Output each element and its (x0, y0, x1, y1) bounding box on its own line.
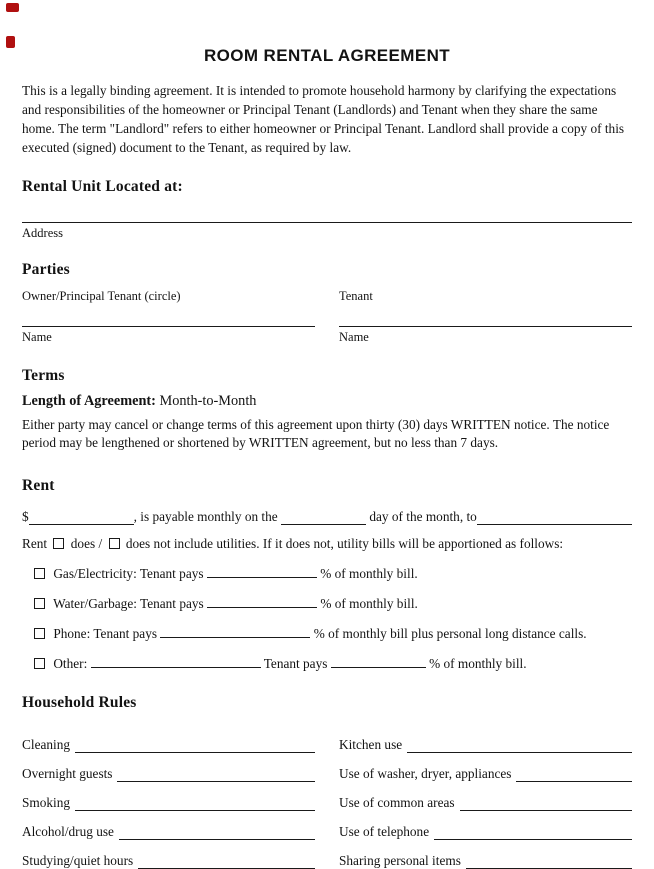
other-mid-text: Tenant pays (263, 656, 331, 672)
length-of-agreement-line (22, 393, 632, 410)
rule-label: Use of common areas (339, 795, 455, 811)
does-not-checkbox[interactable] (109, 538, 120, 549)
rule-label: Overnight guests (22, 766, 113, 782)
red-scan-artifact-top (6, 3, 19, 12)
phone-label: Phone: Tenant pays (53, 626, 161, 642)
red-scan-artifact-left (6, 36, 15, 48)
owner-label: Owner/Principal Tenant (circle) (22, 288, 181, 303)
other-description-blank (91, 654, 261, 668)
owner-signature-line (22, 326, 315, 327)
rent-amount-blank (29, 511, 134, 525)
terms-paragraph: Either party may cancel or change terms of this agreement upon thirty (30) days WRITTEN notice. The notice period may be lengthened or shortened by WRITTEN agreement, but no less than 7 days. (22, 416, 610, 451)
rent-heading: Rent (22, 477, 55, 495)
rule-blank (75, 739, 315, 753)
tenant-column (339, 289, 632, 345)
rule-row-cleaning (22, 737, 315, 753)
parties-grid (22, 289, 632, 345)
does-separator: / (98, 536, 103, 552)
does-checkbox[interactable] (53, 538, 64, 549)
rule-row-washer-dryer-appliances (339, 766, 632, 782)
rule-label: Use of telephone (339, 824, 430, 840)
rule-row-overnight-guests (22, 766, 315, 782)
utility-row-phone (34, 624, 632, 642)
address-blank-line (22, 222, 632, 223)
rule-row-common-areas (339, 795, 632, 811)
rule-label: Smoking (22, 795, 71, 811)
rule-blank (138, 855, 315, 869)
utilities-line (22, 536, 632, 552)
rule-row-sharing-personal-items (339, 853, 632, 869)
terms-heading: Terms (22, 366, 65, 384)
length-of-agreement-value: Month-to-Month (159, 392, 257, 409)
other-checkbox[interactable] (34, 658, 45, 669)
water-garbage-label: Water/Garbage: Tenant pays (53, 596, 208, 612)
rule-row-kitchen-use (339, 737, 632, 753)
rule-blank (407, 739, 632, 753)
household-rules-right-column (339, 724, 632, 869)
rule-row-alcohol-drug-use (22, 824, 315, 840)
utility-row-water-garbage (34, 594, 632, 612)
household-rules-grid (22, 724, 632, 869)
water-garbage-suffix: % of monthly bill. (320, 596, 418, 612)
phone-percent-blank (160, 624, 310, 638)
owner-name-label: Name (22, 329, 52, 344)
tenant-signature-line (339, 326, 632, 327)
gas-electricity-checkbox[interactable] (34, 568, 45, 579)
length-of-agreement-label: Length of Agreement: (22, 392, 156, 409)
rule-blank (119, 826, 315, 840)
gas-electricity-label: Gas/Electricity: Tenant pays (53, 566, 207, 582)
household-rules-left-column (22, 724, 315, 869)
phone-suffix: % of monthly bill plus personal long distance calls. (313, 626, 587, 642)
rent-prefix: Rent (22, 536, 48, 552)
tenant-label: Tenant (339, 288, 373, 303)
rule-row-smoking (22, 795, 315, 811)
rent-payee-blank (477, 511, 632, 525)
rule-label: Studying/quiet hours (22, 853, 134, 869)
does-not-text: does not include utilities. If it does not, utility bills will be apportioned as follows: (125, 536, 564, 552)
other-suffix: % of monthly bill. (429, 656, 527, 672)
gas-electricity-suffix: % of monthly bill. (320, 566, 418, 582)
rule-label: Kitchen use (339, 737, 403, 753)
rule-blank (117, 768, 315, 782)
phone-checkbox[interactable] (34, 628, 45, 639)
rule-blank (434, 826, 632, 840)
payable-text: , is payable monthly on the (133, 509, 282, 525)
gas-electricity-percent-blank (207, 564, 317, 578)
rule-row-studying-quiet-hours (22, 853, 315, 869)
tenant-name-label: Name (339, 329, 369, 344)
rule-label: Cleaning (22, 737, 71, 753)
currency-symbol: $ (22, 509, 29, 525)
rent-day-blank (281, 511, 366, 525)
other-label: Other: (53, 656, 91, 672)
rule-blank (466, 855, 632, 869)
does-label: does (70, 536, 96, 552)
intro-paragraph: This is a legally binding agreement. It is intended to promote household harmony by clarifying the expectations and responsibilities of the homeowner or Principal Tenant (Landlords) and Tenant when they share the same home. The term "Landlord" refers to either homeowner or Principal Tenant. Landlord shall provide a copy of this executed (signed) document to the Tenant, as required by law. (22, 83, 625, 155)
rule-label: Use of washer, dryer, appliances (339, 766, 512, 782)
document-title: ROOM RENTAL AGREEMENT (203, 46, 451, 65)
day-of-month-text: day of the month, to (366, 509, 477, 525)
owner-column (22, 289, 315, 345)
utility-row-other (34, 654, 632, 672)
rule-blank (516, 768, 632, 782)
utility-row-gas-electricity (34, 564, 632, 582)
rule-blank (460, 797, 632, 811)
household-rules-heading: Household Rules (22, 694, 137, 712)
rental-unit-heading: Rental Unit Located at: (22, 177, 183, 195)
rule-row-telephone (339, 824, 632, 840)
address-label: Address (22, 225, 63, 240)
rent-payable-line (22, 509, 632, 525)
water-garbage-percent-blank (207, 594, 317, 608)
water-garbage-checkbox[interactable] (34, 598, 45, 609)
rule-blank (75, 797, 315, 811)
rule-label: Sharing personal items (339, 853, 461, 869)
parties-heading: Parties (22, 260, 70, 278)
rule-label: Alcohol/drug use (22, 824, 114, 840)
other-percent-blank (331, 654, 426, 668)
